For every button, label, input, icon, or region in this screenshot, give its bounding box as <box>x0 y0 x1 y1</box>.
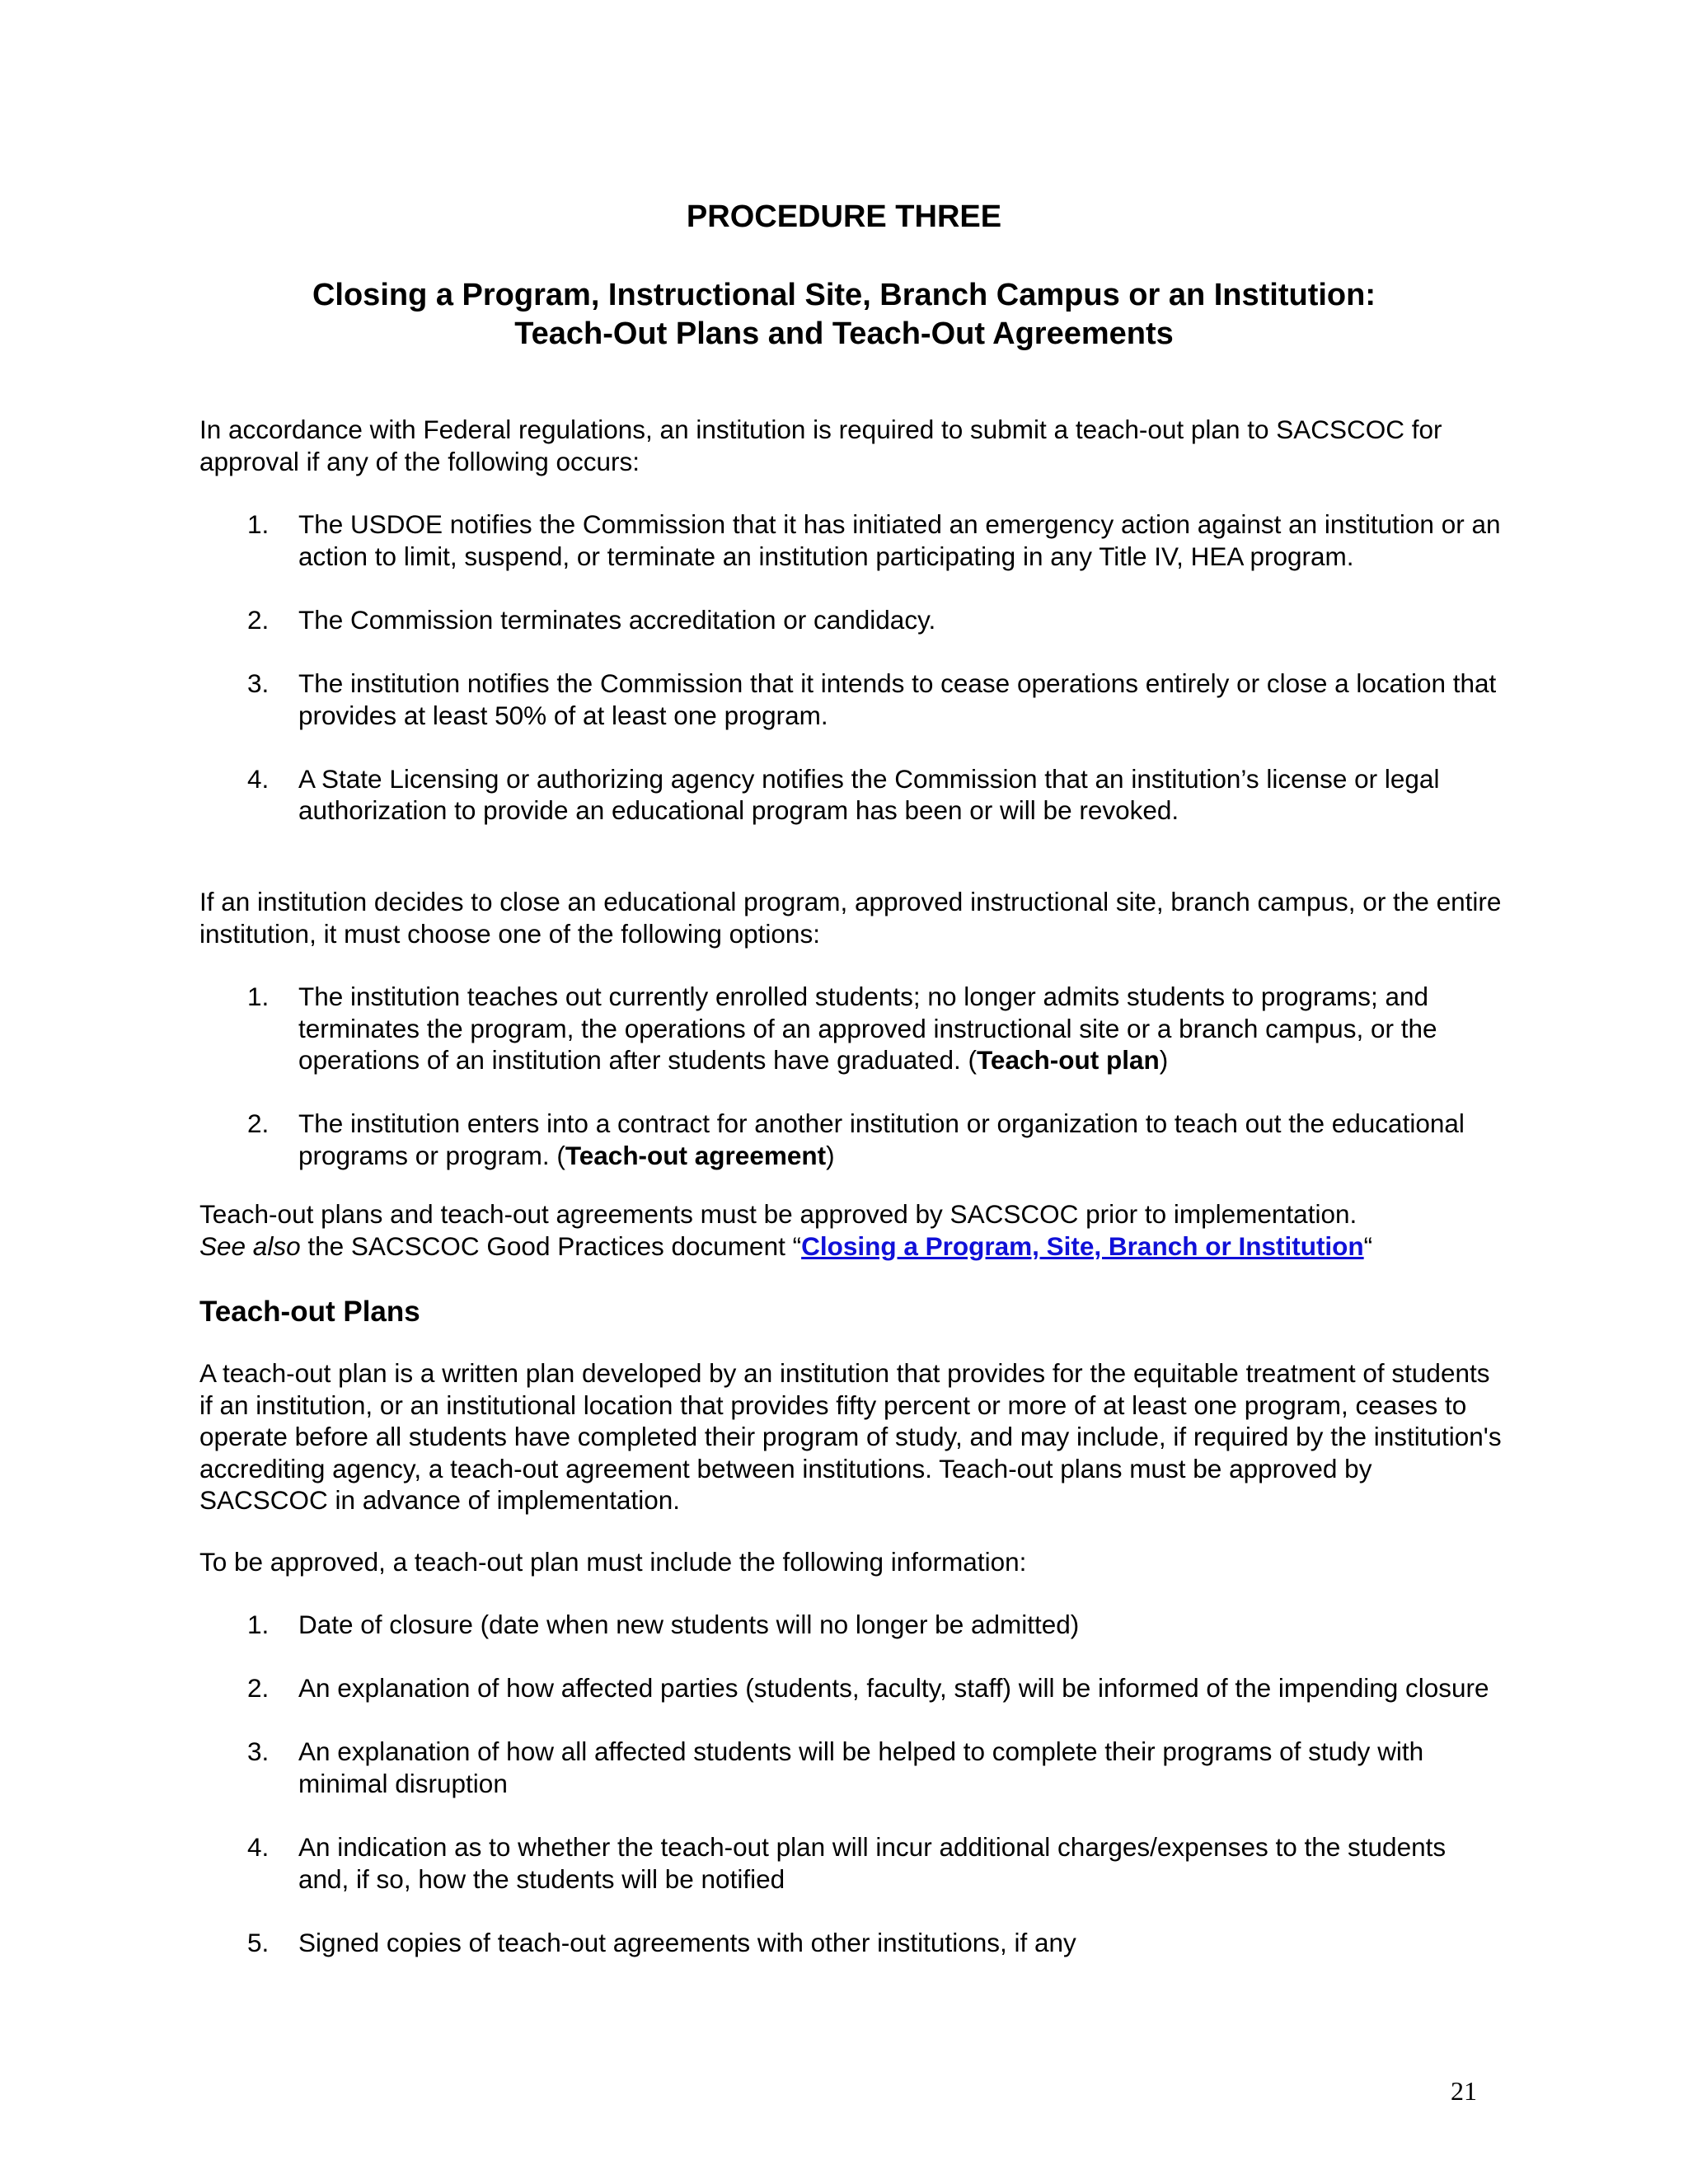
list-item <box>199 1108 1502 1171</box>
list-item <box>199 668 1502 731</box>
good-practices-link[interactable]: Closing a Program, Site, Branch or Institution <box>801 1230 1364 1261</box>
list-item <box>199 509 1502 572</box>
procedure-title: PROCEDURE THREE <box>686 199 1002 234</box>
list-number: 3. <box>247 1736 270 1767</box>
teach-out-definition: A teach-out plan is a written plan developed by an institution that provides for the equitable treatment of students if an institution, or an institutional location that provides fifty percent or more of at least one program, ceases to operate before all students have completed their program of study, and may include, if required by the institution's accrediting agency, a teach-out agreement between institutions. Teach-out plans must be approved by SACSCOC in advance of implementation. <box>199 1358 1502 1516</box>
list-item-text: Date of closure (date when new students will no longer be admitted) <box>298 1610 1080 1639</box>
list-number: 1. <box>247 509 270 539</box>
list-item <box>199 1831 1502 1895</box>
list-number: 1. <box>247 982 270 1011</box>
list-number: 2. <box>247 604 270 635</box>
see-also-lead: the SACSCOC Good Practices document “ <box>300 1230 802 1261</box>
section-heading-teach-out-plans: Teach-out Plans <box>199 1296 420 1328</box>
list-number: 2. <box>247 1108 270 1139</box>
list-number: 5. <box>247 1927 270 1957</box>
list-item-text: The institution enters into a contract for another institution or organization to teach out the educational programs or program. ( <box>298 1108 1465 1170</box>
list-item-text: A State Licensing or authorizing agency notifies the Commission that an institution’s license or legal authorization to provide an educational program has been or will be revoked. <box>298 763 1440 826</box>
trigger-list <box>199 509 1502 827</box>
subtitle-line-2: Teach-Out Plans and Teach-Out Agreements <box>514 316 1174 351</box>
list-number: 4. <box>247 1832 270 1863</box>
closing-paren: ) <box>1159 1045 1169 1076</box>
list-item-text: An indication as to whether the teach-out plan will incur additional charges/expenses to the students and, if so, how the students will be notified <box>298 1832 1447 1894</box>
options-list <box>199 981 1502 1172</box>
closing-quote: “ <box>1363 1230 1373 1261</box>
requirements-intro: To be approved, a teach-out plan must include the following information: <box>199 1547 1027 1577</box>
list-item-text: Signed copies of teach-out agreements with other institutions, if any <box>298 1927 1076 1957</box>
requirements-list <box>199 1609 1502 1959</box>
list-number: 1. <box>247 1610 270 1639</box>
list-number: 3. <box>247 668 270 698</box>
list-item <box>199 763 1502 827</box>
approval-note <box>199 1198 1502 1262</box>
intro-paragraph: In accordance with Federal regulations, an institution is required to submit a teach-out plan to SACSCOC for approval if any of the following occurs: <box>199 415 1442 476</box>
list-item <box>199 1672 1502 1704</box>
list-item-text: The institution notifies the Commission that it intends to cease operations entirely or close a location that provides at least 50% of at least one program. <box>298 668 1497 730</box>
teach-out-plan-term: Teach-out plan <box>977 1045 1160 1076</box>
closing-paren: ) <box>826 1140 835 1170</box>
subtitle-line-1: Closing a Program, Instructional Site, Branch Campus or an Institution: <box>312 278 1376 312</box>
teach-out-agreement-term: Teach-out agreement <box>565 1140 827 1170</box>
approval-note-line-1: Teach-out plans and teach-out agreements must be approved by SACSCOC prior to implementation. <box>199 1199 1357 1229</box>
options-intro-paragraph: If an institution decides to close an educational program, approved instructional site, branch campus, or the entire institution, it must choose one of the following options: <box>199 887 1502 949</box>
list-item-text: An explanation of how all affected students will be helped to complete their programs of study with minimal disruption <box>298 1736 1424 1798</box>
document-subtitle <box>0 276 1688 354</box>
list-item <box>199 981 1502 1076</box>
list-item <box>199 1736 1502 1799</box>
list-item <box>199 1609 1502 1641</box>
list-item-text: The Commission terminates accreditation or candidacy. <box>298 604 936 635</box>
list-item <box>199 1927 1502 1959</box>
see-also-text: See also <box>199 1230 301 1261</box>
list-item-text: The institution teaches out currently enrolled students; no longer admits students to programs; and terminates the program, the operations of an approved instructional site or a branch campus, or the operations of an institution after students have graduated. ( <box>298 982 1437 1076</box>
list-number: 2. <box>247 1673 270 1704</box>
list-number: 4. <box>247 763 270 794</box>
list-item <box>199 604 1502 636</box>
page-number: 21 <box>1451 2076 1477 2106</box>
list-item-text: An explanation of how affected parties (students, faculty, staff) will be informed of the impending closure <box>298 1673 1489 1704</box>
list-item-text: The USDOE notifies the Commission that it has initiated an emergency action against an institution or an action to limit, suspend, or terminate an institution participating in any Title IV, HEA program. <box>298 509 1501 571</box>
